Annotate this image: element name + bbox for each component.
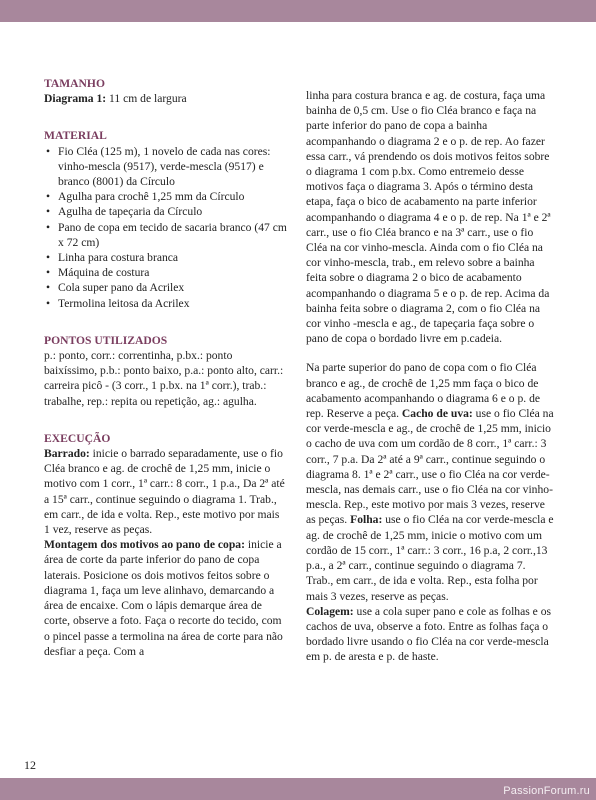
spacer [44,106,288,128]
material-item: • Cola super pano da Acrilex [58,280,288,295]
tamanho-line [44,91,288,106]
barrado-paragraph [44,446,288,537]
pontos-heading: PONTOS UTILIZADOS [44,333,168,347]
bottom-banner [0,778,596,800]
tamanho-label: Diagrama 1: [44,92,107,106]
watermark-text: PassionForum.ru [503,785,590,797]
material-item: • Pano de copa em tecido de sacaria branco (47 cm x 72 cm) [58,220,288,250]
right-paragraph-1: linha para costura branca e ag. de costura, faça uma bainha de 0,5 cm. Use o fio Cléa branco e faça na parte inferior do pano de copa a bainha acompanhando o diagrama 2 e o p. de rep. Ao fazer essa carr., vá prendendo os dois motivos feitos sobre o diagrama 1 com p.bx. Como entremeio desse motivos faça o diagrama 3. Após o término desta etapa, faça o bico de acabamento na parte inferior acompanhando o diagrama 4 e o p. de rep. Na 1ª e 2ª carr., use o fio Cléa branco e na 3ª carr., use o fio Cléa na cor vinho-mescla. Ainda com o fio Cléa na cor vinho-mescla, trab., em relevo sobre a bainha feita sobre o diagrama 2 o bico de acabamento acompanhando o diagrama 5 e o p. de rep. Acima da bainha feita sobre o diagrama 2, com o fio Cléa na cor vinho -mescla e ag., de tapeçaria faça sobre o pano de copa o bordado livre em p.cadeia. [306,89,551,346]
pontos-text: p.: ponto, corr.: correntinha, p.bx.: ponto baixíssimo, p.b.: ponto baixo, p.a.: ponto alto, carr.: carreira picô - (3 corr., 1 p.bx. na 1ª corr.), trab.: trabalhe, rep.: repita ou repetição, ag.: agulha. [44,349,284,408]
montagem-label: Montagem dos motivos ao pano de copa: [44,538,245,552]
folha-text: use o fio Cléa na cor verde-mescla e ag. de crochê de 1,25 mm, inicie o motivo com um cordão de 15 corr., 1ª carr.: 3 corr., 16 p.a, 2 corr.,13 p.a., a 2ª carr., continue seguindo o diagrama 7. Trab., em carr., de ida e volta. Rep., esta folha por mais 3 vezes, reserve as peças. [306,513,554,603]
spacer [306,346,554,360]
tamanho-heading: TAMANHO [44,77,105,90]
left-column [44,76,288,659]
tamanho-value: 11 cm de largura [106,92,187,106]
material-item: • Agulha de tapeçaria da Círculo [58,204,288,219]
colagem-paragraph [306,604,554,665]
material-heading: MATERIAL [44,129,107,143]
material-item: • Máquina de costura [58,265,288,280]
cacho-label: Cacho de uva: [401,407,473,421]
top-banner [0,0,596,22]
para2-start: Na parte superior do pano de copa com o fio Cléa branco e ag., de crochê de 1,25 mm faça o bico de acabamento acompanhando o diagrama 6 e o p. de rep. Reserve a peça. [306,361,541,421]
montagem-paragraph [44,537,288,659]
right-paragraph-2 [306,360,554,603]
material-list [44,144,288,311]
material-item: • Agulha para crochê 1,25 mm da Círculo [58,189,288,204]
material-item: • Termolina leitosa da Acrilex [58,296,288,311]
page-number: 12 [24,758,36,772]
execucao-heading: EXECUÇÃO [44,431,111,445]
barrado-label: Barrado: [44,447,90,461]
folha-label: Folha: [350,513,383,527]
colagem-label: Colagem: [306,604,354,618]
barrado-text: inicie o barrado separadamente, use o fio Cléa branco e ag. de crochê de 1,25 mm, inicie o motivo com 1 corr., 1ª carr.: 8 corr., 1 p.a., Da 2ª até a 15ª carr., continue seguindo o diagrama 1. Trab., em carr., de ida e volta. Rep., este motivo por mais 1 vez, reserve as peças. [44,447,285,537]
colagem-text: use a cola super pano e cole as folhas e os cachos de uva, observe a foto. Entre as folhas faça o bordado livre usando o fio Cléa na cor verde-mescla em p. de aresta e p. de haste. [306,604,551,664]
material-item: • Fio Cléa (125 m), 1 novelo de cada nas cores: vinho-mescla (9517), verde-mescla (9517) e branco (8001) da Círculo [58,144,288,190]
montagem-text: inicie a área de corte da parte inferior do pano de copa laterais. Posicione os dois motivos feitos sobre o diagrama 1, faça um leve alinhavo, demarcando a área de encaixe. Com o lápis demarque área de corte, observe a foto. Faça o recorte do tecido, com o pincel passe a termolina na área de corte para não desfiar a peça. Com a [44,538,283,658]
cacho-text: use o fio Cléa na cor verde-mescla e ag., de crochê de 1,25 mm, inicio o cacho de uva com um cordão de 8 corr., 1ª carr.: 3 corr., 7 p.a. Da 2ª até a 9ª carr., continue seguindo o diagrama 8. 1ª e 2ª carr., use o fio Cléa na cor verde-mescla, nas demais carr., use o fio Cléa na cor vinho-mescla. Rep., este motivo por mais 3 vezes, reserve as peças. [306,407,554,527]
spacer [44,409,288,431]
material-item: • Linha para costura branca [58,250,288,265]
spacer [44,311,288,333]
right-column [306,88,554,665]
